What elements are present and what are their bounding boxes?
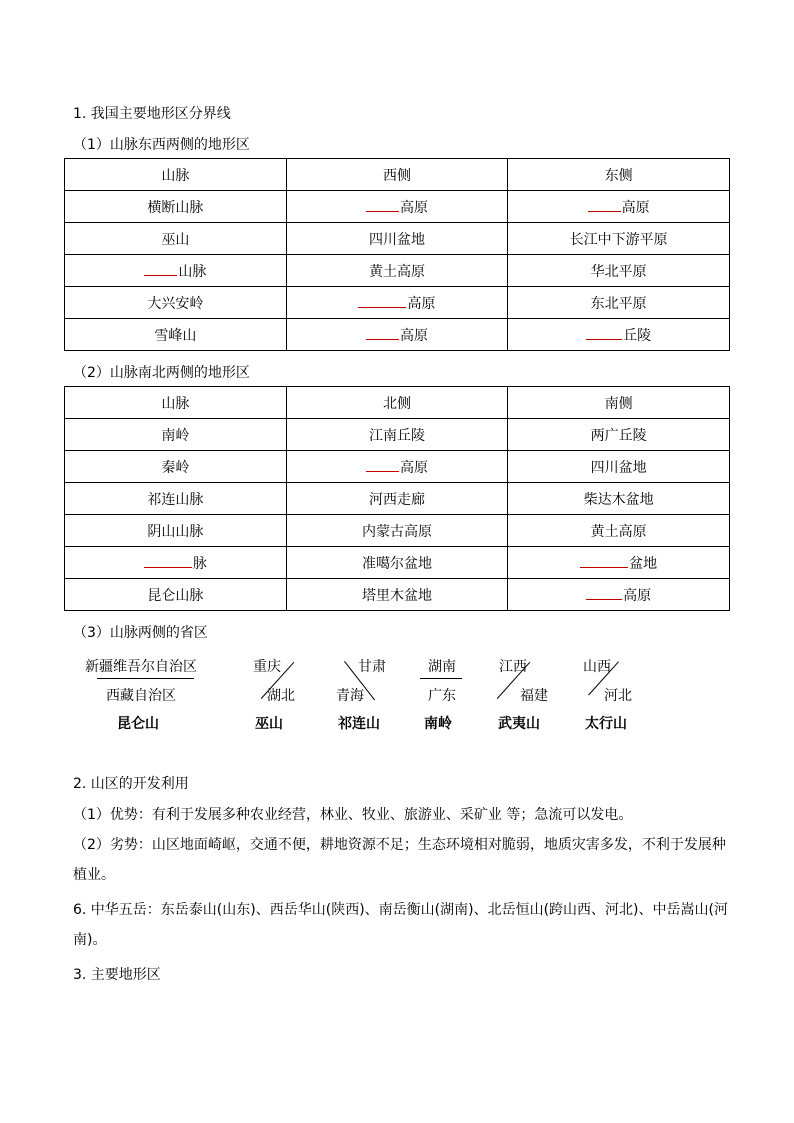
province-bottom: 广东 <box>428 688 456 704</box>
table-cell: 东北平原 <box>508 287 730 319</box>
table-cell: 长江中下游平原 <box>508 223 730 255</box>
table-header-row <box>65 159 730 191</box>
table-row <box>65 547 730 579</box>
table-cell <box>65 547 287 579</box>
table-row <box>65 319 730 351</box>
fill-blank[interactable] <box>366 199 399 212</box>
disadvantage-paragraph: （2）劣势：山区地面崎岖，交通不便，耕地资源不足；生态环境相对脆弱，地质灾害多发，不利于发展种植业。 <box>73 837 726 883</box>
header-cell: 东侧 <box>508 159 730 191</box>
table-row <box>65 515 730 547</box>
table-cell: 雪峰山 <box>65 319 287 351</box>
table-cell <box>286 287 508 319</box>
table-cell: 祁连山脉 <box>65 483 287 515</box>
province-bottom: 青海 <box>336 688 364 704</box>
cell-text: 脉 <box>192 555 207 572</box>
cell-text: 高原 <box>407 295 436 312</box>
cell-text: 丘陵 <box>623 327 652 344</box>
table-cell <box>508 547 730 579</box>
section-2-title: 2. 山区的开发利用 <box>73 776 189 792</box>
table-cell: 横断山脉 <box>65 191 287 223</box>
section-1-title: 1. 我国主要地形区分界线 <box>73 106 231 122</box>
fill-blank[interactable] <box>588 199 621 212</box>
north-south-table <box>64 386 730 611</box>
fill-blank[interactable] <box>144 555 192 568</box>
table-cell: 巫山 <box>65 223 287 255</box>
table-cell: 内蒙古高原 <box>286 515 508 547</box>
province-top: 江西 <box>499 659 527 675</box>
five-mountains-paragraph: 6. 中华五岳：东岳泰山(山东)、西岳华山(陕西)、南岳衡山(湖南)、北岳恒山(跨山西、河北)、中岳嵩山(河南)。 <box>73 902 728 948</box>
cell-text: 高原 <box>399 459 428 476</box>
table-cell: 南岭 <box>65 419 287 451</box>
table-cell: 四川盆地 <box>508 451 730 483</box>
table-row <box>65 255 730 287</box>
table-cell <box>508 579 730 611</box>
subsection-2-title: （2）山脉南北两侧的地形区 <box>73 365 250 381</box>
table-cell: 黄土高原 <box>508 515 730 547</box>
table-cell <box>508 319 730 351</box>
table-cell: 秦岭 <box>65 451 287 483</box>
divider-line <box>97 678 194 679</box>
table-cell: 柴达木盆地 <box>508 483 730 515</box>
province-top: 山西 <box>583 659 611 675</box>
fill-blank[interactable] <box>586 327 622 340</box>
table-cell <box>65 255 287 287</box>
table-cell: 江南丘陵 <box>286 419 508 451</box>
table-row <box>65 287 730 319</box>
mountain-name: 昆仑山 <box>117 716 159 732</box>
table-row <box>65 419 730 451</box>
east-west-table <box>64 158 730 351</box>
table-cell: 四川盆地 <box>286 223 508 255</box>
table-row <box>65 191 730 223</box>
fill-blank[interactable] <box>366 459 399 472</box>
cell-text: 山脉 <box>178 263 207 280</box>
advantage-paragraph: （1）优势：有利于发展多种农业经营，林业、牧业、旅游业、采矿业 等；急流可以发电。 <box>73 807 633 823</box>
table-row <box>65 451 730 483</box>
header-cell: 山脉 <box>65 159 287 191</box>
header-cell: 南侧 <box>508 387 730 419</box>
table-cell: 大兴安岭 <box>65 287 287 319</box>
province-top: 湖南 <box>428 659 456 675</box>
section-3-title: 3. 主要地形区 <box>73 967 161 983</box>
province-bottom: 湖北 <box>267 688 295 704</box>
cell-text: 盆地 <box>629 555 658 572</box>
table-cell <box>286 319 508 351</box>
fill-blank[interactable] <box>586 587 622 600</box>
cell-text: 高原 <box>621 199 650 216</box>
mountain-name: 太行山 <box>585 716 627 732</box>
table-header-row <box>65 387 730 419</box>
cell-text: 高原 <box>623 587 652 604</box>
table-cell <box>508 191 730 223</box>
fill-blank[interactable] <box>580 555 628 568</box>
table-cell: 华北平原 <box>508 255 730 287</box>
subsection-1-title: （1）山脉东西两侧的地形区 <box>73 137 250 153</box>
province-bottom: 福建 <box>520 688 548 704</box>
cell-text: 高原 <box>399 199 428 216</box>
table-cell: 阴山山脉 <box>65 515 287 547</box>
mountain-name: 武夷山 <box>498 716 540 732</box>
table-row <box>65 483 730 515</box>
province-top: 新疆维吾尔自治区 <box>85 659 197 675</box>
province-top: 重庆 <box>253 659 281 675</box>
province-top: 甘肃 <box>358 659 386 675</box>
table-cell: 准噶尔盆地 <box>286 547 508 579</box>
mountain-name: 巫山 <box>255 716 283 732</box>
header-cell: 西侧 <box>286 159 508 191</box>
table-cell: 河西走廊 <box>286 483 508 515</box>
table-row <box>65 223 730 255</box>
mountain-name: 南岭 <box>424 716 452 732</box>
mountain-name: 祁连山 <box>338 716 380 732</box>
fill-blank[interactable] <box>144 263 177 276</box>
cell-text: 高原 <box>399 327 428 344</box>
table-cell <box>286 451 508 483</box>
table-cell: 黄土高原 <box>286 255 508 287</box>
table-cell <box>286 191 508 223</box>
table-cell: 昆仑山脉 <box>65 579 287 611</box>
subsection-3-title: （3）山脉两侧的省区 <box>73 625 208 641</box>
fill-blank[interactable] <box>366 327 399 340</box>
divider-line <box>420 678 462 679</box>
header-cell: 山脉 <box>65 387 287 419</box>
province-bottom: 河北 <box>604 688 632 704</box>
table-cell: 两广丘陵 <box>508 419 730 451</box>
header-cell: 北侧 <box>286 387 508 419</box>
fill-blank[interactable] <box>358 295 406 308</box>
table-cell: 塔里木盆地 <box>286 579 508 611</box>
table-row <box>65 579 730 611</box>
province-bottom: 西藏自治区 <box>106 688 176 704</box>
